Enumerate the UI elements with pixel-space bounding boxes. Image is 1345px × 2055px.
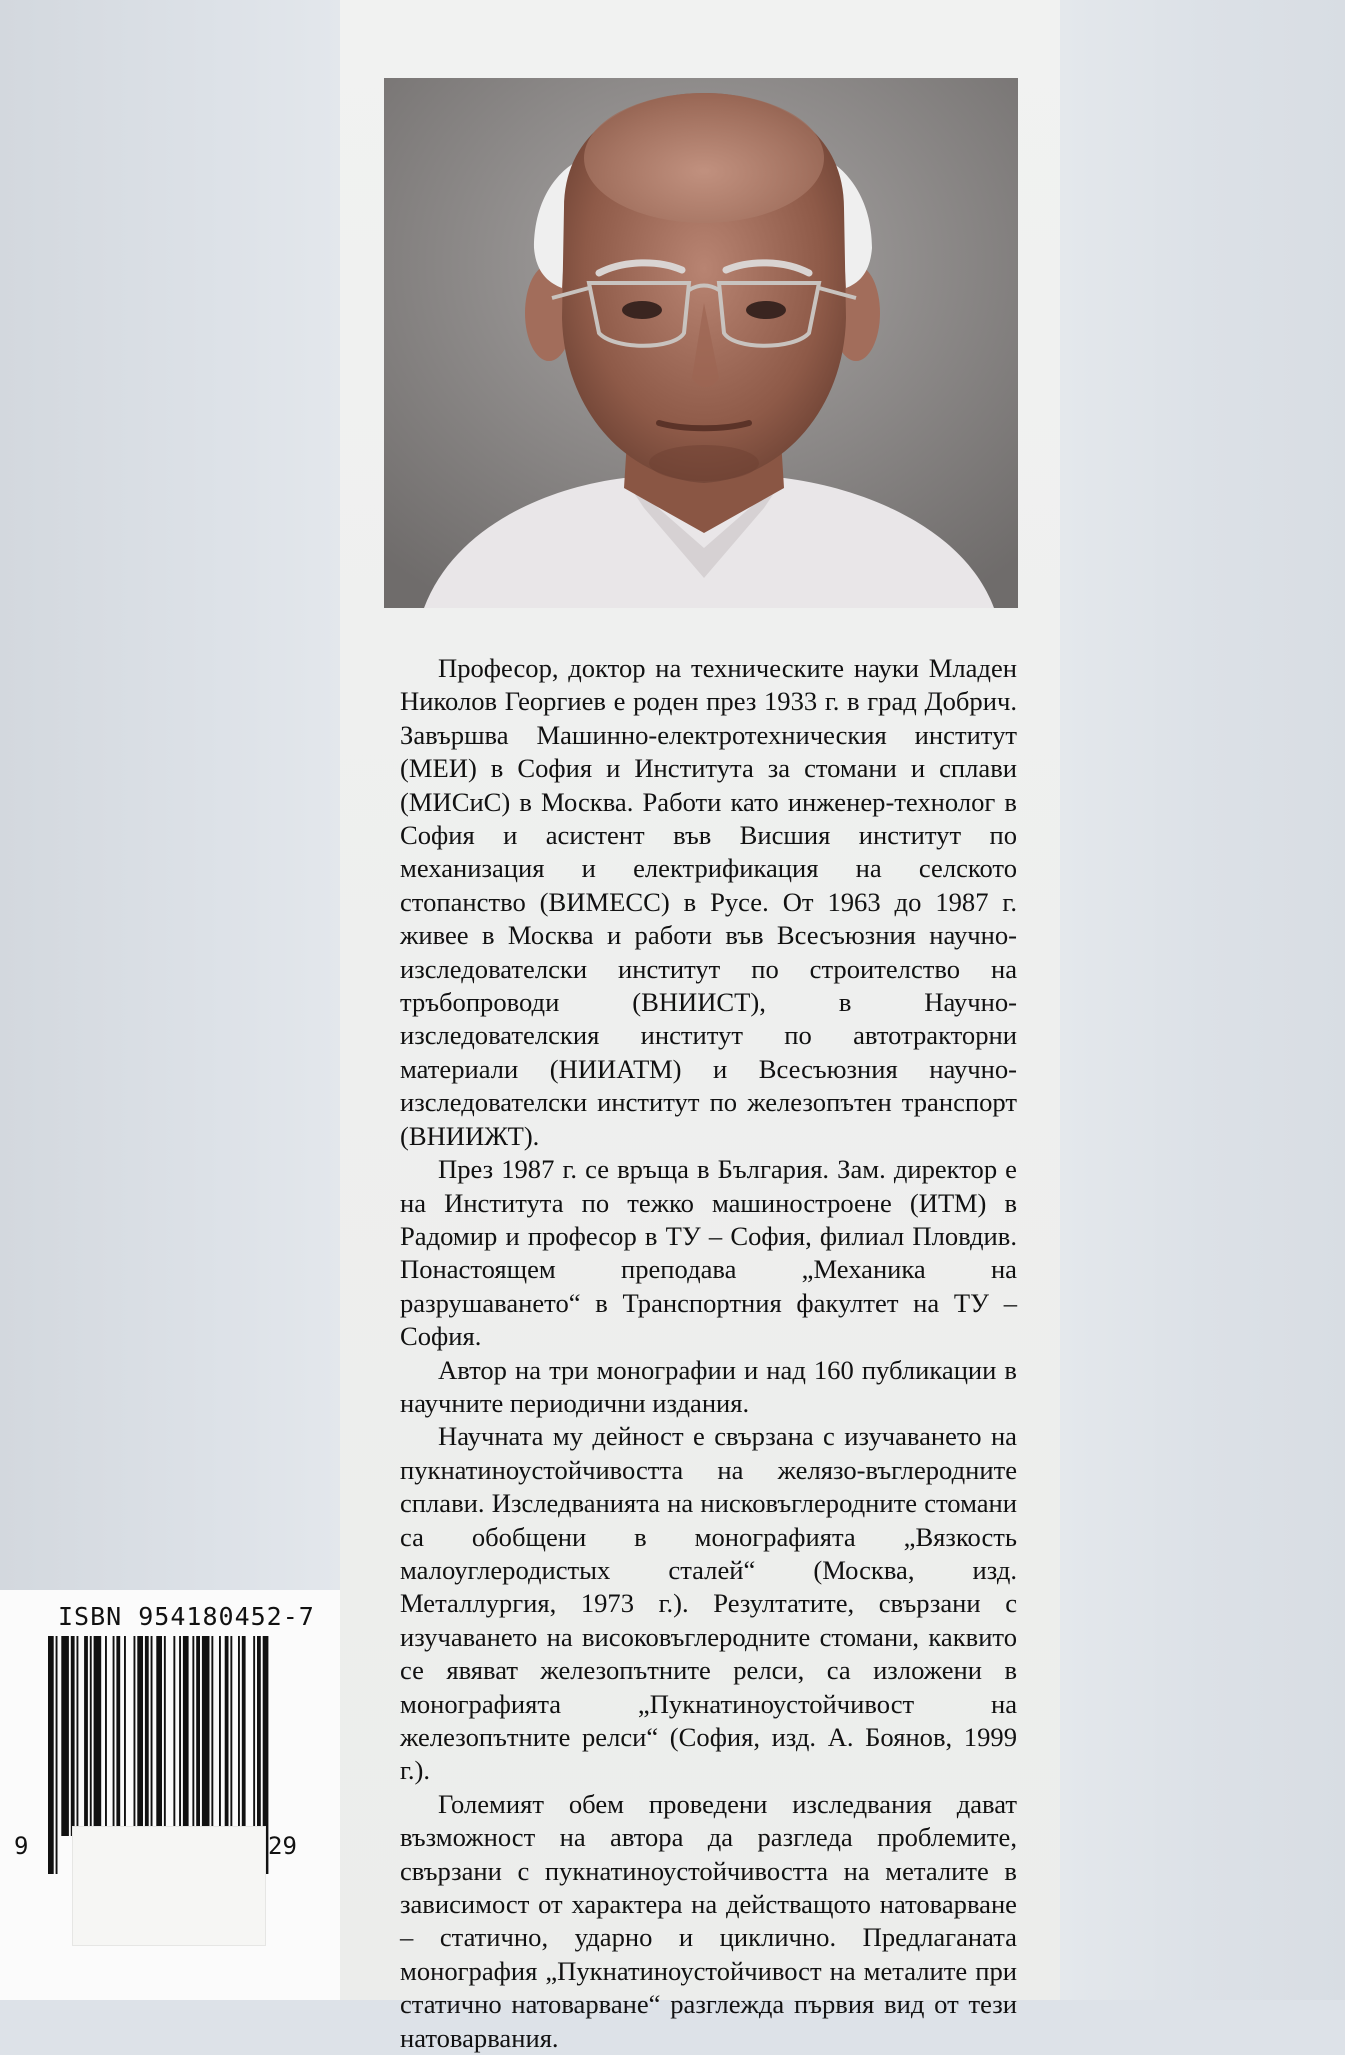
barcode-bar (61, 1636, 69, 1836)
barcode-bar (179, 1636, 181, 1836)
barcode-bar (173, 1636, 175, 1836)
bio-paragraph-5: Големият обем проведени изследвания дават възможност на автора да разгледа проблемите, свързани с пукнатиноустойчивостта на металите в зависимост от характера на действащото натоварване – статично, ударно и циклично. Предлаганата монография „Пукнатиноустойчивост на металите при статично натоварване“ разглежда първия вид от тези натоварвания. (400, 1788, 1017, 2053)
barcode-bar (219, 1636, 221, 1836)
barcode-digit-left: 9 (14, 1832, 29, 1860)
barcode-bar (211, 1636, 213, 1836)
barcode-bar (56, 1636, 58, 1874)
author-biography (400, 652, 1017, 2055)
barcode-bar (238, 1636, 240, 1836)
barcode-bar (230, 1636, 232, 1836)
barcode-bar (192, 1636, 194, 1836)
bio-paragraph-1: Професор, доктор на техническите науки Младен Николов Георгиев е роден през 1933 г. в град Добрич. Завършва Машинно-електротехническия институт (МЕИ) в София и Института за стомани и сплави (МИСиС) в Москва. Работи като инженер-технолог в София и асистент във Висшия институт по механизация и електрификация на селското стопанство (ВИМЕСС) в Русе. От 1963 до 1987 г. живее в Москва и работи във Всесъюзния научно-изследователски институт по строителство на тръбопроводи (ВНИИСТ), в Научно-изследователския институт по автотракторни материали (НИИАТМ) и Всесъюзния научно-изследователски институт по железопътен транспорт (ВНИИЖТ). (400, 653, 1017, 1151)
barcode-bar (257, 1636, 261, 1836)
barcode-bar (202, 1636, 210, 1836)
barcode-bar (242, 1636, 246, 1836)
bio-paragraph-2: През 1987 г. се връща в България. Зам. директор е на Института по тежко машиностроене (ИТМ) в Радомир и професор в ТУ – София, филиал Пловдив. Понастоящем преподава „Механика на разрушаването“ в Транспортния факултет на ТУ – София. (400, 1154, 1017, 1352)
barcode-bar (134, 1636, 136, 1836)
barcode-bar (196, 1636, 200, 1836)
barcode-bar (90, 1636, 92, 1836)
barcode-bar (48, 1636, 54, 1874)
barcode-bar (113, 1636, 115, 1836)
bio-paragraph-3: Автор на три монографии и над 160 публикации в научните периодични издания. (400, 1354, 1017, 1418)
barcode-bar (151, 1636, 153, 1836)
barcode-bar (183, 1636, 189, 1836)
barcode-bar (137, 1636, 143, 1836)
barcode-bar (116, 1636, 120, 1836)
author-portrait-icon (384, 78, 1018, 608)
barcode-bar (71, 1636, 75, 1836)
barcode-bar (253, 1636, 255, 1836)
barcode-bar (145, 1636, 149, 1836)
isbn-number: ISBN 954180452-7 (58, 1602, 315, 1631)
barcode-digit-right: 29 (268, 1832, 297, 1860)
cover-right-panel (1060, 0, 1345, 2000)
barcode-bar (77, 1636, 79, 1836)
barcode-bar (105, 1636, 107, 1836)
barcode-bar (124, 1636, 126, 1836)
barcode-bar (84, 1636, 88, 1836)
bio-paragraph-4: Научната му дейност е свързана с изучаването на пукнатиноустойчивостта на желязо-въглеродните сплави. Изследванията на нисковъглеродните стомани са обобщени в монографията „Вязкость малоуглеродистых сталей“ (Москва, изд. Металлургия, 1973 г.). Резултатите, свързани с изучаването на високовъглеродните стомани, каквито се явяват железопътните релси, са изложени в монографията „Пукнатиноустойчивост на железопътните релси“ (София, изд. А. Боянов, 1999 г.). (400, 1421, 1017, 1786)
price-sticker (72, 1826, 266, 1946)
barcode-bar (225, 1636, 229, 1836)
barcode-bar (94, 1636, 102, 1836)
